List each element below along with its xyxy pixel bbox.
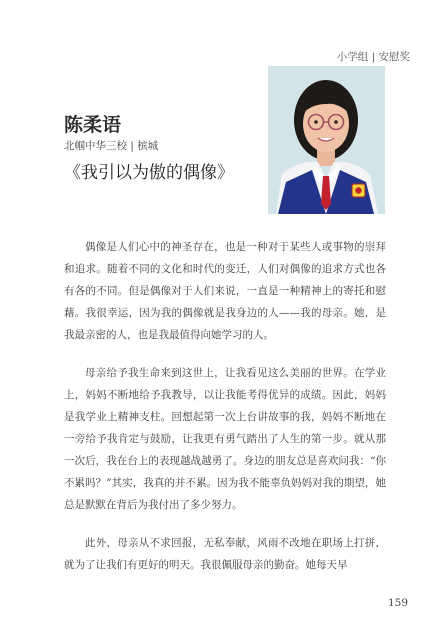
author-school: 北帼中华三校 | 槟城 bbox=[64, 140, 159, 152]
essay-title: 《我引以为傲的偶像》 bbox=[64, 163, 234, 183]
author-name: 陈柔语 bbox=[64, 114, 122, 136]
essay-paragraph: 母亲给予我生命来到这世上，让我看见这么美丽的世界。在学业上，妈妈不断地给予我教导，以让我能考得优异的成绩。因此，妈妈是我学业上精神支柱。回想起第一次上台讲故事的我，妈妈不断地在一旁给予我肯定与鼓励，让我更有勇气踏出了人生的第一步。就从那一次后，我在台上的表现越战越勇了。身边的朋友总是喜欢问我：“你不累吗？”其实，我真的并不累。因为我不能辜负妈妈对我的期望，她总是默默在背后为我付出了多少努力。 bbox=[64, 367, 386, 511]
section-category: 小学组 | 安慰奖 bbox=[336, 51, 410, 63]
essay-paragraph: 偶像是人们心中的神圣存在，也是一种对于某些人或事物的崇拜和追求。随着不同的文化和时代的变迁，人们对偶像的追求方式也各有各的不同。但是偶像对于人们来说，一直是一种精神上的寄托和慰藉。我很幸运，因为我的偶像就是我身边的人——我的母亲。她，是我最亲密的人，也是我最值得向她学习的人。 bbox=[64, 241, 386, 341]
essay-body bbox=[64, 236, 386, 592]
author-portrait-photo bbox=[268, 66, 385, 214]
page-number: 159 bbox=[387, 597, 408, 609]
essay-paragraph: 此外，母亲从不求回报，无私奉献，风雨不改地在职场上打拼，就为了让我们有更好的明天。我很佩服母亲的勤奋。她每天早 bbox=[64, 537, 386, 571]
